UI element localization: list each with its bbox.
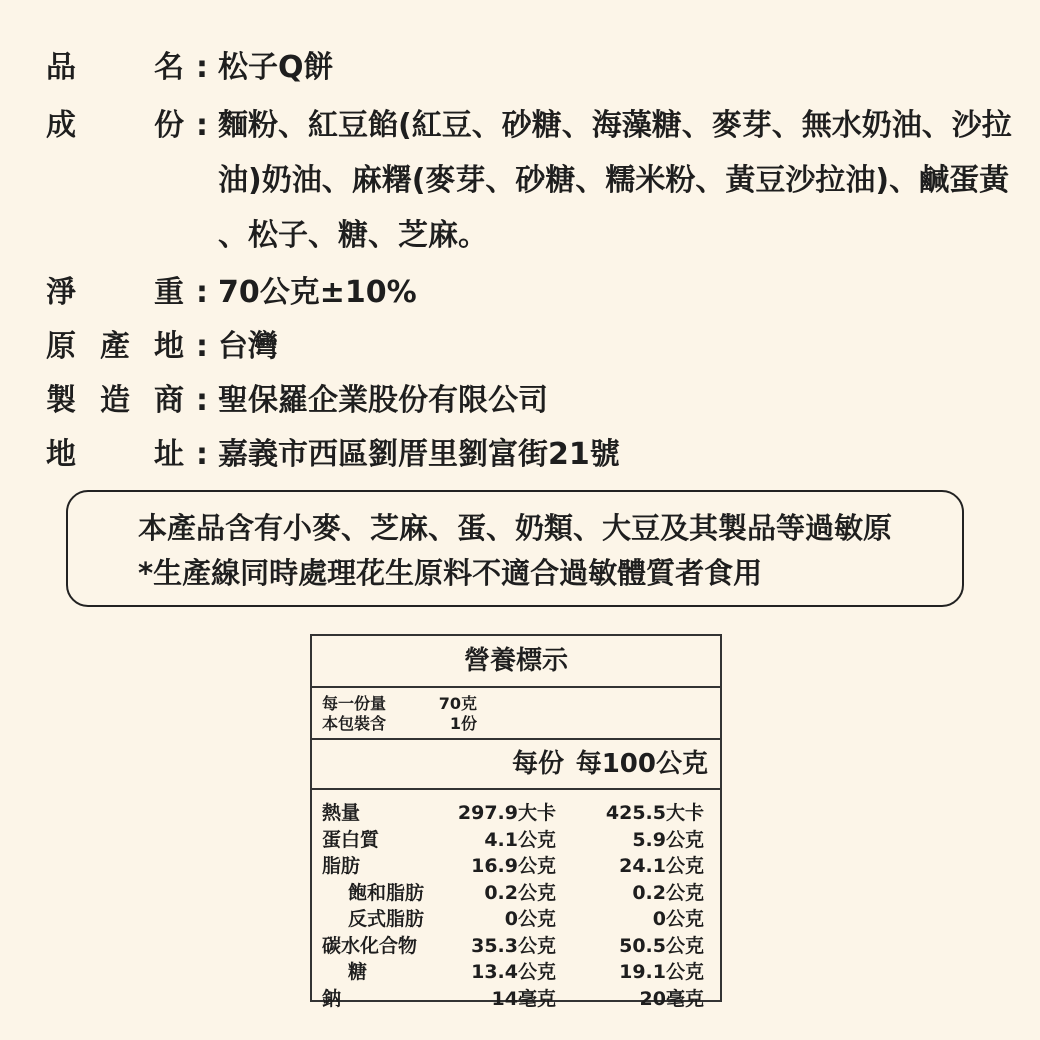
ingredients-label — [46, 98, 196, 146]
label-char: 重 — [154, 275, 184, 310]
net-weight-row — [46, 269, 1016, 317]
nutrition-title: 營養標示 — [312, 636, 720, 688]
nutrient-per-100g: 20毫克 — [639, 987, 704, 1010]
product-name-label — [46, 44, 196, 92]
servings-row — [322, 714, 722, 734]
product-info — [46, 44, 1016, 485]
nutrient-per-100g: 24.1公克 — [619, 855, 704, 877]
address-value: 嘉義市西區劉厝里劉富街21號 — [218, 437, 620, 472]
servings-label: 本包裝含 — [322, 714, 387, 733]
nutrient-per-serving: 13.4公克 — [471, 961, 556, 983]
origin-value: 台灣 — [218, 329, 278, 364]
label-char: 原 — [46, 329, 76, 364]
nutrient-row — [312, 800, 720, 827]
ingredients-row — [46, 98, 1016, 263]
nutrition-facts-table — [310, 634, 722, 1010]
per-100g-header: 每100公克 — [575, 749, 708, 779]
nutrient-per-100g: 0.2公克 — [632, 881, 704, 904]
nutrient-row — [312, 853, 720, 880]
net-weight-label — [46, 269, 196, 317]
nutrition-rows — [312, 790, 720, 1012]
colon: : — [196, 383, 208, 418]
allergen-line: 本產品含有小麥、芝麻、蛋、奶類、大豆及其製品等過敏原 — [138, 511, 893, 545]
address-label — [46, 431, 196, 479]
nutrition-column-header — [312, 740, 720, 790]
net-weight-value: 70公克±10% — [218, 275, 417, 310]
nutrient-per-serving: 0.2公克 — [484, 881, 556, 904]
nutrient-row — [312, 906, 720, 933]
nutrient-per-100g: 19.1公克 — [619, 961, 704, 983]
colon: : — [196, 329, 208, 364]
label-char: 份 — [154, 108, 184, 143]
allergen-line: *生產線同時處理花生原料不適合過敏體質者食用 — [138, 556, 763, 590]
colon: : — [196, 108, 208, 143]
label-char: 產 — [100, 329, 130, 364]
product-name-row — [46, 44, 1016, 92]
ingredients-line: 、松子、糖、芝麻。 — [218, 218, 488, 253]
label-char: 品 — [46, 50, 76, 85]
servings-value: 1份 — [449, 714, 477, 733]
per-serving-header: 每份 — [511, 749, 564, 779]
nutrient-per-serving: 35.3公克 — [471, 934, 556, 957]
origin-label — [46, 323, 196, 371]
manufacturer-row — [46, 377, 1016, 425]
nutrient-row — [312, 933, 720, 960]
nutrient-per-serving: 297.9大卡 — [457, 802, 556, 824]
nutrient-per-100g: 50.5公克 — [619, 934, 704, 957]
nutrient-name: 飽和脂肪 — [348, 881, 425, 904]
colon: : — [196, 50, 208, 85]
serving-size-value: 70克 — [438, 694, 477, 713]
nutrient-name: 糖 — [348, 961, 368, 983]
label-char: 商 — [154, 383, 184, 418]
label-char: 址 — [154, 437, 184, 472]
nutrient-per-serving: 4.1公克 — [484, 828, 556, 851]
colon: : — [196, 437, 208, 472]
nutrient-row — [312, 827, 720, 854]
nutrient-row — [312, 959, 720, 986]
nutrient-per-100g: 425.5大卡 — [605, 802, 704, 824]
nutrient-per-100g: 0公克 — [652, 908, 704, 930]
label-char: 造 — [100, 383, 130, 418]
label-char: 地 — [46, 437, 76, 472]
serving-size-label: 每一份量 — [322, 694, 387, 713]
label-char: 名 — [154, 50, 184, 85]
ingredients-line: 油)奶油、麻糬(麥芽、砂糖、糯米粉、黃豆沙拉油)、鹹蛋黃 — [218, 163, 1010, 198]
product-name-value: 松子Q餅 — [218, 50, 334, 85]
nutrient-per-100g: 5.9公克 — [632, 828, 704, 851]
label-char: 淨 — [46, 275, 76, 310]
ingredients-line: 麵粉、紅豆餡(紅豆、砂糖、海藻糖、麥芽、無水奶油、沙拉 — [218, 108, 1012, 143]
nutrient-per-serving: 16.9公克 — [471, 855, 556, 877]
nutrient-name: 鈉 — [322, 987, 342, 1010]
serving-info — [312, 688, 720, 740]
address-row — [46, 431, 1016, 479]
label-char: 地 — [154, 329, 184, 364]
label-char: 成 — [46, 108, 76, 143]
colon: : — [196, 275, 208, 310]
label-char: 製 — [46, 383, 76, 418]
nutrient-row — [312, 880, 720, 907]
origin-row — [46, 323, 1016, 371]
nutrient-name: 熱量 — [322, 802, 361, 824]
nutrient-name: 碳水化合物 — [322, 934, 418, 957]
nutrient-per-serving: 14毫克 — [491, 987, 556, 1010]
allergen-notice — [66, 490, 964, 607]
nutrient-name: 脂肪 — [322, 855, 361, 877]
nutrient-name: 蛋白質 — [322, 828, 380, 851]
manufacturer-label — [46, 377, 196, 425]
ingredients-value — [218, 98, 1016, 263]
serving-size-row — [322, 694, 722, 714]
nutrient-row — [312, 986, 720, 1013]
manufacturer-value: 聖保羅企業股份有限公司 — [218, 383, 548, 418]
nutrient-per-serving: 0公克 — [504, 908, 556, 930]
nutrient-name: 反式脂肪 — [348, 908, 425, 930]
